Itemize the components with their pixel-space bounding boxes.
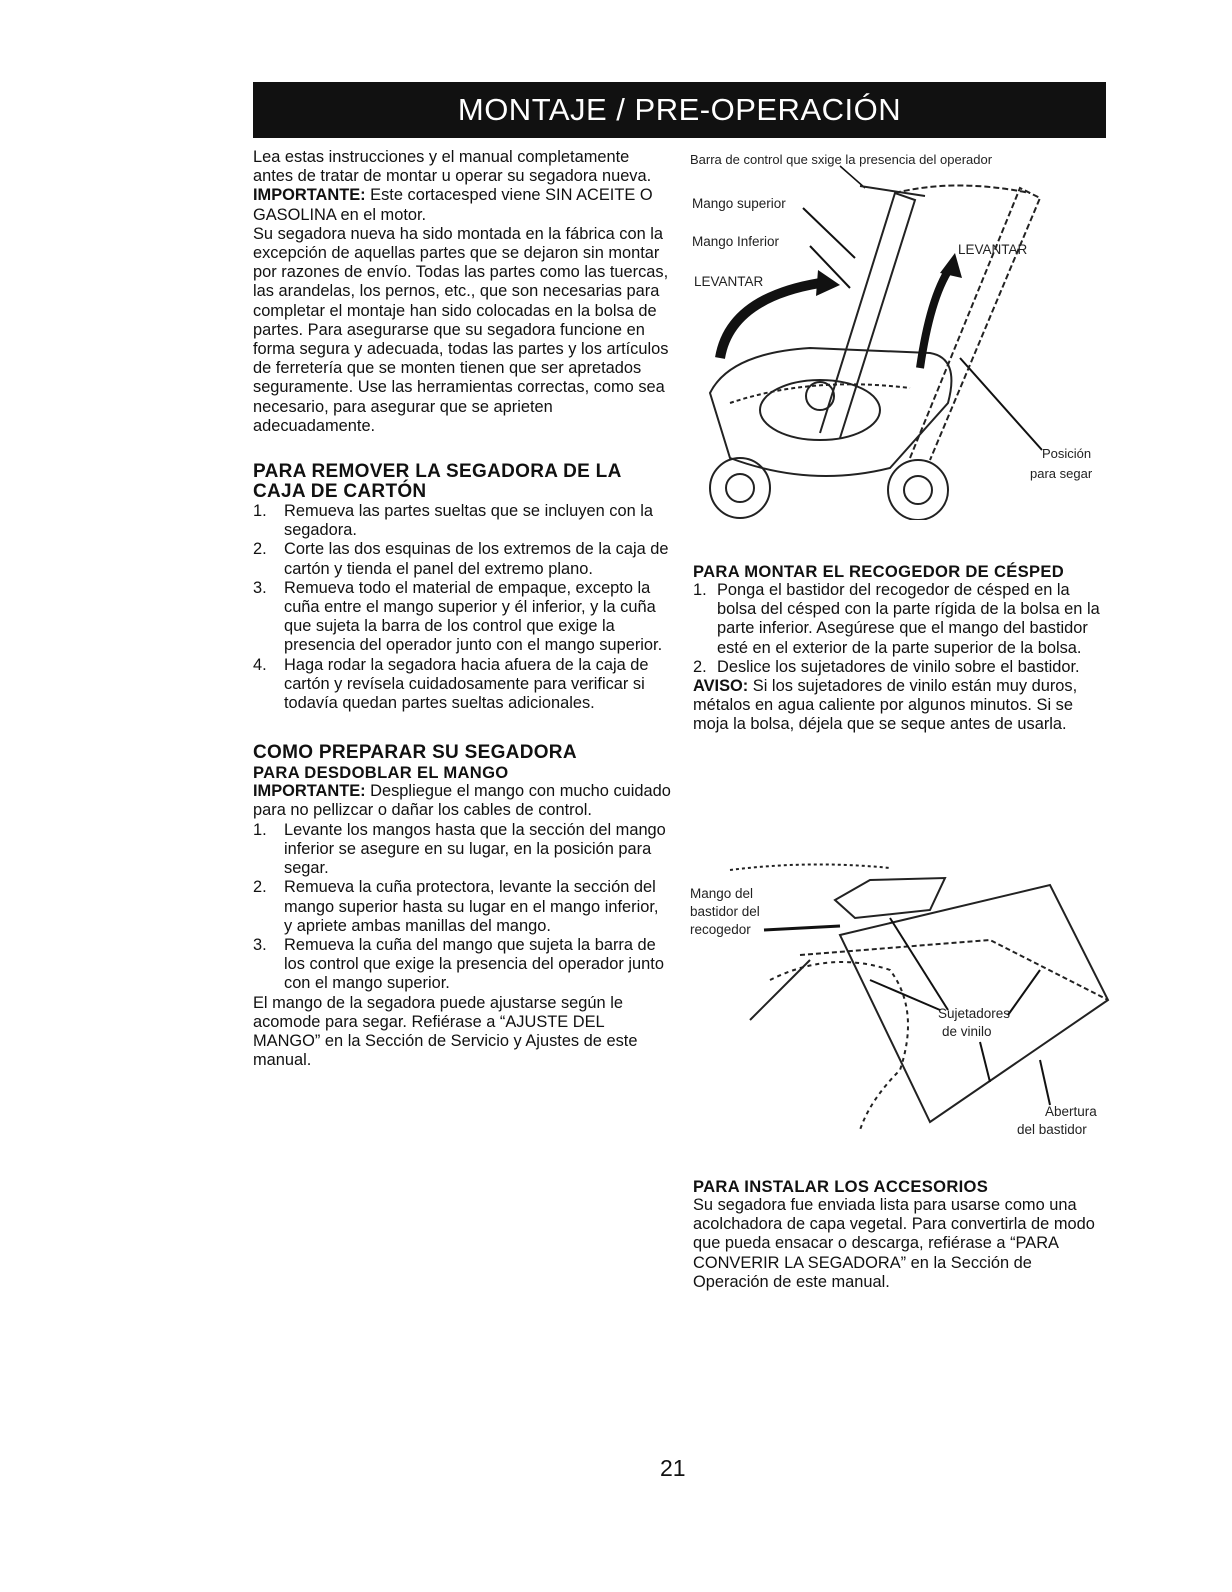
list-item: 1. Levante los mangos hasta que la sección del mango inferior se asegure en su lugar, en la posición para segar. <box>253 820 666 878</box>
unfold-handle-subtitle: PARA DESDOBLAR EL MANGO <box>253 763 509 783</box>
accessories-section-title: PARA INSTALAR LOS ACCESORIOS <box>693 1177 989 1196</box>
label-lift-right: LEVANTAR <box>958 242 1028 257</box>
accessories-section <box>693 1177 1105 1292</box>
label-lift-left: LEVANTAR <box>694 274 764 289</box>
label-upper-handle: Mango superior <box>692 196 786 211</box>
intro-important: IMPORTANTE: Este cortacesped viene SIN ACEITE O GASOLINA en el motor. <box>253 186 653 224</box>
left-column <box>253 148 671 1070</box>
label-clips-1: Sujetadores <box>938 1006 1011 1021</box>
list-item: 3. Remueva la cuña del mango que sujeta la barra de los control que exige la presencia del operador junto con el mango superior. <box>253 935 664 993</box>
label-position-2: para segar <box>1030 466 1093 481</box>
label-handle-1: Mango del <box>690 886 754 901</box>
grass-catcher-icon <box>730 864 1108 1130</box>
prepare-important: IMPORTANTE: Despliegue el mango con mucho cuidado para no pellizcar o dañar los cables de control. <box>253 782 671 820</box>
list-item: 2. Corte las dos esquinas de los extremos de la caja de cartón y tienda el panel del extremo plano. <box>253 540 669 578</box>
label-opening-1: Abertura <box>1045 1104 1097 1119</box>
section-banner: MONTAJE / PRE-OPERACIÓN <box>253 82 1106 138</box>
label-handle-2: bastidor del <box>690 904 760 919</box>
label-opening-2: del bastidor <box>1017 1122 1087 1137</box>
accessories-text: Su segadora fue enviada lista para usarse como una acolchadora de capa vegetal. Para convertirla de modo que pueda ensacar o descarga, refiérase a “PARA CONVERIR LA SEGADORA” en la Sección de Operación de este manual. <box>693 1196 1095 1291</box>
list-item: 3. Remueva todo el material de empaque, excepto la cuña entre el mango superior y él inferior, y la cuña que sujeta la barra de los control que exige la presencia del operador junto con el mango superior. <box>253 578 663 655</box>
catcher-steps-list <box>693 581 1105 677</box>
list-item: 2. Deslice los sujetadores de vinilo sobre el bastidor. <box>693 657 1080 676</box>
label-position-1: Posición <box>1042 446 1092 461</box>
list-item: 2. Remueva la cuña protectora, levante la sección del mango superior hasta su lugar en el mango inferior, y apriete ambas manillas del mango. <box>253 878 659 935</box>
remove-steps-list <box>253 502 671 713</box>
label-control-bar: Barra de control que sxige la presencia del operador <box>690 152 993 167</box>
list-item: 4. Haga rodar la segadora hacia afuera de la caja de cartón y revísela cuidadosamente para verificar si todavía quedan partes sueltas adicionales. <box>253 655 649 713</box>
intro-paragraph: Lea estas instrucciones y el manual completamente antes de tratar de montar u operar su segadora nueva. <box>253 148 652 186</box>
list-item: 1. Remueva las partes sueltas que se incluyen con la segadora. <box>253 502 653 540</box>
prepare-section-title: COMO PREPARAR SU SEGADORA <box>253 742 577 764</box>
catcher-notice: AVISO: Si los sujetadores de vinilo están muy duros, métalos en agua caliente por algunos minutos. Si se moja la bolsa, déjela que se seque antes de usarla. <box>693 677 1078 734</box>
mower-handle-illustration <box>690 148 1110 520</box>
list-item: 1. Ponga el bastidor del recogedor de césped en la bolsa del césped con la parte rígida de la bolsa en la parte inferior. Asegúrese que el mango del bastidor esté en el exterior de la parte superior de la bolsa. <box>693 581 1100 657</box>
handle-adjust-note: El mango de la segadora puede ajustarse según le acomode para segar. Refiérase a “AJUSTE DEL MANGO” en la Sección de Servicio y Ajustes de este manual. <box>253 993 638 1070</box>
catcher-section-title: PARA MONTAR EL RECOGEDOR DE CÉSPED <box>693 562 1064 581</box>
intro-assembly-note: Su segadora nueva ha sido montada en la fábrica con la excepción de aquellas partes que se dejaron sin montar por razones de envío. Todas las partes como las tuercas, las arandelas, los pernos, etc., que son necesarias para completar el montaje han sido colocadas en la bolsa de partes. Para asegurarse que su segadora funcione en forma segura y adecuada, todas las partes y los artículos de ferretería que se monten tienen que ser apretados seguramente. Use las herramientas correctas, como sea necesario, para asegurar que se aprieten adecuadamente. <box>253 224 669 435</box>
prepare-steps-list <box>253 821 671 994</box>
label-handle-3: recogedor <box>690 922 751 937</box>
grass-catcher-illustration <box>690 860 1110 1160</box>
label-clips-2: de vinilo <box>942 1024 992 1039</box>
page-number: 21 <box>660 1455 686 1481</box>
catcher-section <box>693 562 1105 735</box>
remove-section-title: PARA REMOVER LA SEGADORA DE LA CAJA DE CARTÓN <box>253 461 621 503</box>
label-lower-handle: Mango Inferior <box>692 234 780 249</box>
